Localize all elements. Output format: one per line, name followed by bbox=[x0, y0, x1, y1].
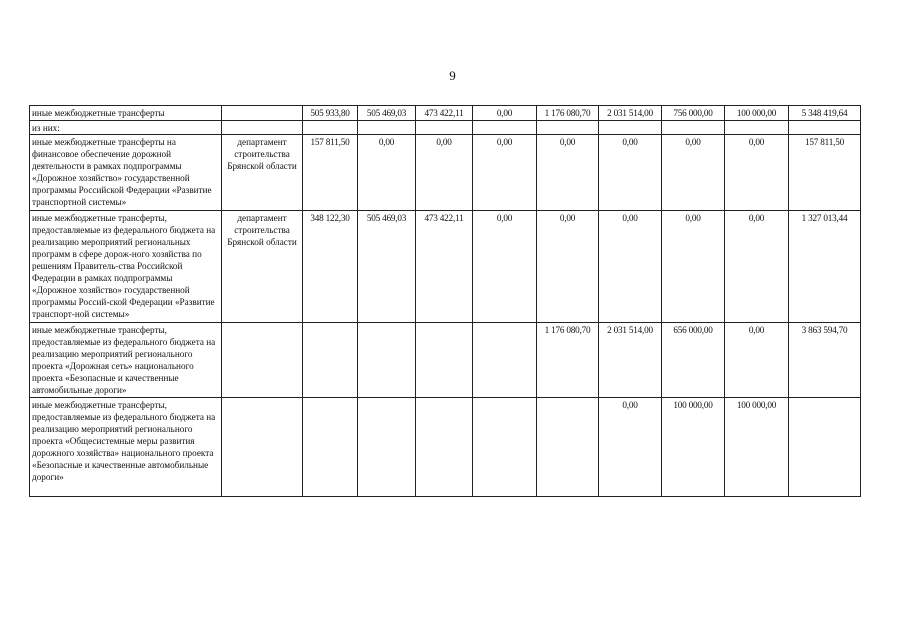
value-cell: 100 000,00 bbox=[725, 398, 789, 497]
value-cell: 505 469,03 bbox=[358, 211, 416, 323]
value-cell: 0,00 bbox=[599, 211, 662, 323]
row-department bbox=[222, 398, 303, 497]
value-cell: 656 000,00 bbox=[662, 323, 725, 398]
row-department bbox=[222, 106, 303, 121]
total-cell: 3 863 594,70 bbox=[789, 323, 861, 398]
value-cell bbox=[537, 121, 599, 135]
total-cell: 157 811,50 bbox=[789, 135, 861, 211]
value-cell bbox=[416, 398, 473, 497]
value-cell: 505 933,80 bbox=[303, 106, 358, 121]
value-cell: 0,00 bbox=[473, 211, 537, 323]
value-cell bbox=[416, 121, 473, 135]
value-cell: 100 000,00 bbox=[662, 398, 725, 497]
value-cell: 157 811,50 bbox=[303, 135, 358, 211]
value-cell bbox=[303, 398, 358, 497]
total-cell: 1 327 013,44 bbox=[789, 211, 861, 323]
value-cell: 0,00 bbox=[473, 106, 537, 121]
value-cell: 0,00 bbox=[599, 135, 662, 211]
row-department bbox=[222, 323, 303, 398]
row-description: иные межбюджетные трансферты, предоставляемые из федерального бюджета на реализацию мероприятий регионального проекта «Дорожная сеть» национального проекта «Безопасные и качественные автомобильные дороги» bbox=[30, 323, 222, 398]
value-cell bbox=[599, 121, 662, 135]
row-description: иные межбюджетные трансферты на финансовое обеспечение дорожной деятельности в рамках подпрограммы «Дорожное хозяйство» государственной программы Российской Федерации «Развитие транспортной системы» bbox=[30, 135, 222, 211]
value-cell: 1 176 080,70 bbox=[537, 106, 599, 121]
value-cell: 0,00 bbox=[473, 135, 537, 211]
value-cell: 0,00 bbox=[599, 398, 662, 497]
row-department: департамент строительства Брянской области bbox=[222, 135, 303, 211]
value-cell: 0,00 bbox=[416, 135, 473, 211]
table-row bbox=[30, 106, 861, 121]
value-cell: 0,00 bbox=[662, 211, 725, 323]
value-cell: 0,00 bbox=[537, 135, 599, 211]
page-number: 9 bbox=[449, 68, 456, 83]
value-cell bbox=[473, 398, 537, 497]
table-row bbox=[30, 121, 861, 135]
value-cell: 0,00 bbox=[725, 323, 789, 398]
value-cell bbox=[303, 121, 358, 135]
value-cell bbox=[662, 121, 725, 135]
budget-table bbox=[29, 105, 861, 497]
value-cell bbox=[537, 398, 599, 497]
value-cell: 0,00 bbox=[662, 135, 725, 211]
row-department: департамент строительства Брянской области bbox=[222, 211, 303, 323]
value-cell: 473 422,11 bbox=[416, 106, 473, 121]
value-cell: 2 031 514,00 bbox=[599, 323, 662, 398]
value-cell: 0,00 bbox=[725, 135, 789, 211]
value-cell bbox=[358, 398, 416, 497]
row-description: иные межбюджетные трансферты bbox=[30, 106, 222, 121]
value-cell: 0,00 bbox=[725, 211, 789, 323]
row-description: из них: bbox=[30, 121, 222, 135]
row-department bbox=[222, 121, 303, 135]
value-cell: 348 122,30 bbox=[303, 211, 358, 323]
value-cell: 473 422,11 bbox=[416, 211, 473, 323]
value-cell: 2 031 514,00 bbox=[599, 106, 662, 121]
value-cell: 0,00 bbox=[537, 211, 599, 323]
value-cell: 1 176 080,70 bbox=[537, 323, 599, 398]
table-row bbox=[30, 323, 861, 398]
value-cell: 756 000,00 bbox=[662, 106, 725, 121]
value-cell bbox=[725, 121, 789, 135]
value-cell: 505 469,03 bbox=[358, 106, 416, 121]
value-cell: 100 000,00 bbox=[725, 106, 789, 121]
table-row bbox=[30, 398, 861, 497]
total-cell bbox=[789, 121, 861, 135]
value-cell bbox=[303, 323, 358, 398]
value-cell bbox=[473, 323, 537, 398]
total-cell: 5 348 419,64 bbox=[789, 106, 861, 121]
value-cell: 0,00 bbox=[358, 135, 416, 211]
row-description: иные межбюджетные трансферты, предоставляемые из федерального бюджета на реализацию мероприятий регионального проекта «Общесистемные меры развития дорожного хозяйства» национального проекта «Безопасные и качественные автомобильные дороги» bbox=[30, 398, 222, 497]
value-cell bbox=[473, 121, 537, 135]
value-cell bbox=[358, 121, 416, 135]
value-cell bbox=[416, 323, 473, 398]
value-cell bbox=[358, 323, 416, 398]
total-cell bbox=[789, 398, 861, 497]
row-description: иные межбюджетные трансферты, предоставляемые из федерального бюджета на реализацию мероприятий региональных программ в сфере дорож-ного хозяйства по решениям Правитель-ства Российской Федерации в рамках подпрограммы «Дорожное хозяйство» государственной программы Россий-ской Федерации «Развитие транспорт-ной системы» bbox=[30, 211, 222, 323]
table-row bbox=[30, 211, 861, 323]
table-row bbox=[30, 135, 861, 211]
